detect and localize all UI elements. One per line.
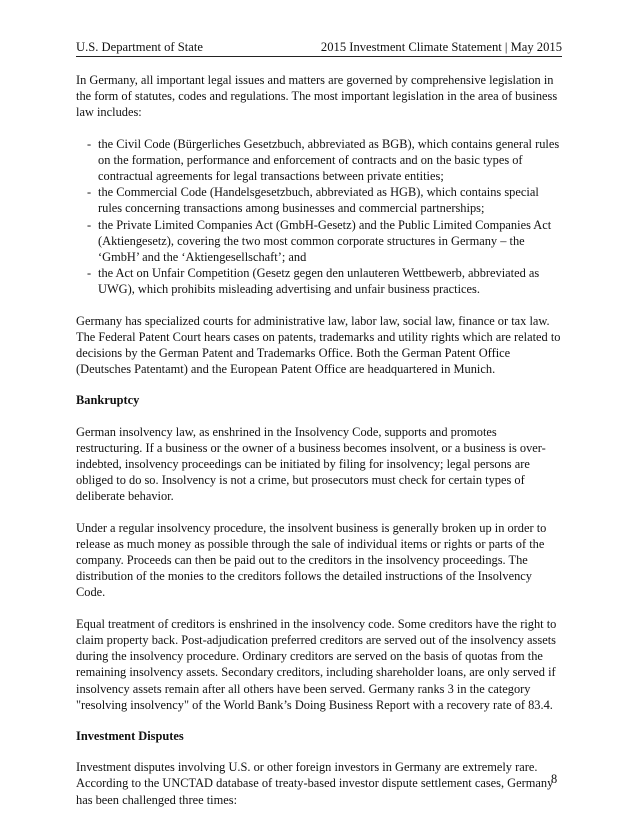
list-item-text: the Commercial Code (Handelsgesetzbuch, abbreviated as HGB), which contains special rules concerning transactions among businesses and commercial partnerships; [98, 185, 539, 216]
list-item-text: the Private Limited Companies Act (GmbH-Gesetz) and the Public Limited Companies Act (Aktiengesetz), covering the two most common corporate structures in Germany – the ‘GmbH’ and the ‘Aktiengesellschaft’; and [98, 217, 552, 265]
list-item-text: the Act on Unfair Competition (Gesetz gegen den unlauteren Wettbewerb, abbreviated as UWG), which prohibits misleading advertising and unfair business practices. [98, 266, 540, 297]
header-left: U.S. Department of State [76, 40, 203, 54]
page-number: 8 [551, 772, 558, 786]
bankruptcy-paragraph-3: Equal treatment of creditors is enshrined in the insolvency code. Some creditors have the right to claim property back. Post-adjudication preferred creditors are served out of the insolvency assets during the insolvency procedure. Ordinary creditors are served on the basis of quotas from the remaining insolvency assets. Secondary creditors, including shareholder loans, are only served if insolvency assets remain after all others have been served. Germany ranks 3 in the category "resolving insolvency" of the World Bank’s Doing Business Report with a recovery rate of 83.4. [76, 616, 557, 712]
page-body [76, 72, 562, 823]
courts-paragraph: Germany has specialized courts for administrative law, labor law, social law, finance or tax law. The Federal Patent Court hears cases on patents, trademarks and utility rights which are related to decisions by the German Patent and Trademarks Office. Both the German Patent Office (Deutsches Patentamt) and the European Patent Office are headquartered in Munich. [76, 313, 561, 377]
bankruptcy-paragraph-1: German insolvency law, as enshrined in the Insolvency Code, supports and promotes restructuring. If a business or the owner of a business becomes insolvent, or a business is over-indebted, insolvency proceedings can be initiated by filing for insolvency; legal persons are obliged to do so. Insolvency is not a crime, but prosecutors must check for certain types of deliberate behavior. [76, 424, 546, 504]
bankruptcy-paragraph-2: Under a regular insolvency procedure, the insolvent business is generally broken up in order to release as much money as possible through the sale of individual items or rights or parts of the company. Proceeds can then be paid out to the creditors in the insolvency proceedings. The distribution of the monies to the creditors follows the detailed instructions of the Insolvency Code. [76, 520, 547, 600]
header-right: 2015 Investment Climate Statement | May 2015 [320, 40, 562, 54]
investment-disputes-heading: Investment Disputes [76, 728, 184, 743]
list-item: - the Commercial Code (Handelsgesetzbuch, abbreviated as HGB), which contains special rules concerning transactions among businesses and commercial partnerships; [87, 185, 539, 216]
intro-paragraph: In Germany, all important legal issues and matters are governed by comprehensive legislation in the form of statutes, codes and regulations. The most important legislation in the area of business law includes: [76, 73, 558, 120]
list-item: - the Act on Unfair Competition (Gesetz gegen den unlauteren Wettbewerb, abbreviated as UWG), which prohibits misleading advertising and unfair business practices. [87, 266, 540, 297]
page-header [76, 40, 562, 57]
list-item-text: the Civil Code (Bürgerliches Gesetzbuch, abbreviated as BGB), which contains general rules on the formation, performance and enforcement of contracts and on the basic types of contractual agreements for legal transactions between private entities; [98, 136, 560, 184]
investment-disputes-paragraph: Investment disputes involving U.S. or other foreign investors in Germany are extremely rare. According to the UNCTAD database of treaty-based investor dispute settlement cases, Germany has been challenged three times: [76, 760, 554, 807]
legislation-list [76, 136, 562, 298]
bankruptcy-heading: Bankruptcy [76, 393, 140, 408]
list-item: - the Private Limited Companies Act (GmbH-Gesetz) and the Public Limited Companies Act (Aktiengesetz), covering the two most common corporate structures in Germany – the ‘GmbH’ and the ‘Aktiengesellschaft’; and [87, 217, 552, 265]
list-item: - the Civil Code (Bürgerliches Gesetzbuch, abbreviated as BGB), which contains general rules on the formation, performance and enforcement of contracts and on the basic types of contractual agreements for legal transactions between private entities; [87, 136, 560, 184]
